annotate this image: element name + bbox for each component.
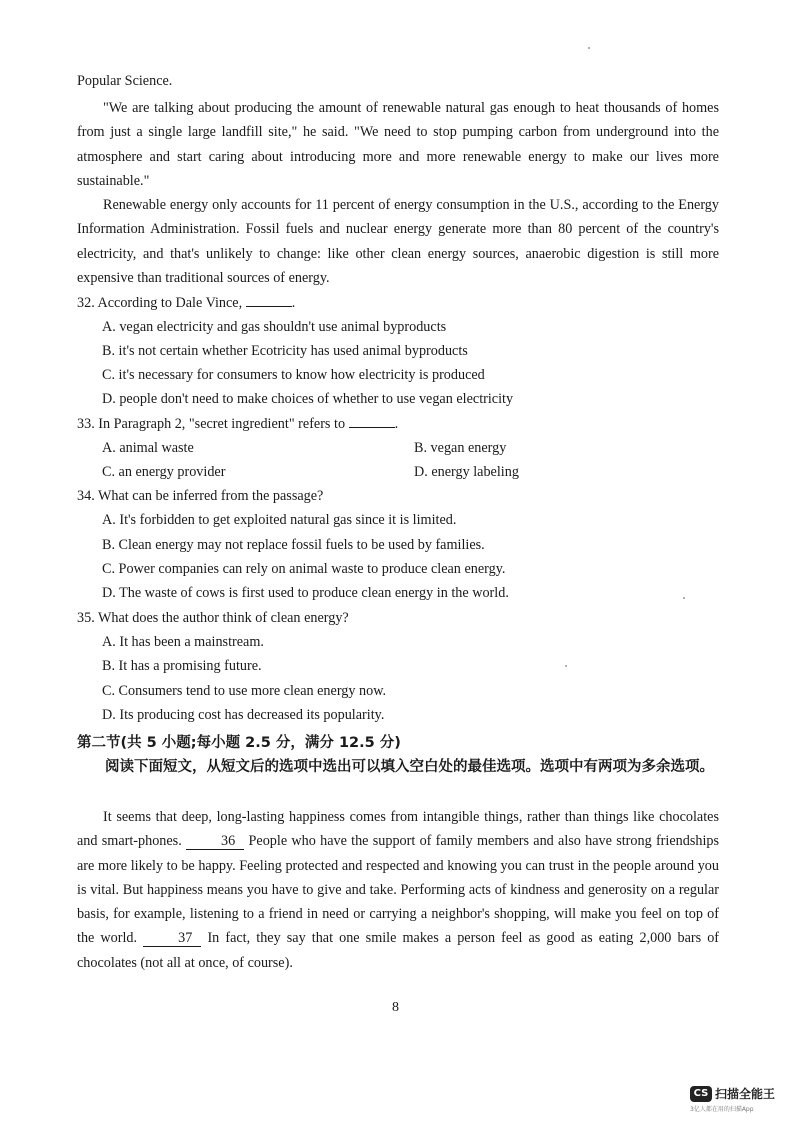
- option-35-a: A. It has been a mainstream.: [102, 634, 264, 650]
- question-34: 34. What can be inferred from the passage?: [77, 488, 324, 504]
- option-33-b: B. vegan energy: [414, 440, 507, 456]
- question-stem: 33. In Paragraph 2, "secret ingredient" refers to: [77, 416, 346, 432]
- text-part-3: In fact, they say that one smile makes a person feel as good as eating 2,000 bars of chocolates (not all at once, of course).: [77, 930, 720, 971]
- option-32-c: C. it's necessary for consumers to know how electricity is produced: [102, 367, 485, 383]
- option-34-d: D. The waste of cows is first used to produce clean energy in the world.: [102, 585, 509, 601]
- page-number: 8: [392, 1000, 399, 1015]
- answer-blank: [349, 415, 395, 428]
- answer-blank: [246, 294, 292, 307]
- option-35-c: C. Consumers tend to use more clean energy now.: [102, 683, 387, 699]
- blank-36: 36: [186, 834, 244, 850]
- scan-speck: [588, 47, 590, 49]
- section-heading: 第二节(共 5 小题;每小题 2.5 分，满分 12.5 分): [77, 735, 401, 751]
- question-33: [77, 415, 398, 433]
- option-32-d: D. people don't need to make choices of whether to use vegan electricity: [102, 391, 514, 407]
- paragraph-happiness: [77, 805, 719, 975]
- scanner-app-name: 扫描全能王: [715, 1087, 776, 1101]
- scanner-logo-icon: CS: [690, 1086, 712, 1102]
- question-stem-end: .: [394, 416, 399, 432]
- paragraph-stats: Renewable energy only accounts for 11 percent of energy consumption in the U.S., according to the Energy Information Administration. Fossil fuels and nuclear energy generate more than 80 percent of the country's electricity, and that's unlikely to change: like other clean energy sources, anaerobic digestion is still more expensive than traditional sources of energy.: [77, 197, 719, 286]
- text-part-2: People who have the support of family members and also have strong friendships are more likely to be happy. Feeling protected and respected and knowing you can trust in the people around you is vital. But happiness means you have to give and take. Performing acts of kindness and generosity on a regular basis, for example, listening to a friend in need or carrying a neighbor's shopping, will make you feel on top of the world.: [77, 833, 720, 947]
- option-33-d: D. energy labeling: [414, 464, 519, 480]
- option-34-b: B. Clean energy may not replace fossil fuels to be used by families.: [102, 537, 485, 553]
- option-34-a: A. It's forbidden to get exploited natural gas since it is limited.: [102, 512, 457, 528]
- option-32-b: B. it's not certain whether Ecotricity has used animal byproducts: [102, 343, 468, 359]
- option-33-c: C. an energy provider: [102, 464, 226, 480]
- scan-speck: [565, 665, 567, 667]
- blank-37: 37: [143, 931, 201, 947]
- question-32: [77, 294, 295, 312]
- text-part-1: It seems that deep, long-lasting happiness comes from intangible things, rather than things like chocolates and smart-phones.: [77, 809, 719, 850]
- question-stem: 32. According to Dale Vince,: [77, 295, 243, 311]
- section-instruction: 阅读下面短文，从短文后的选项中选出可以填入空白处的最佳选项。选项中有两项为多余选项。: [105, 759, 714, 775]
- scanner-tagline: 3亿人都在用的扫描App: [690, 1106, 754, 1113]
- option-32-a: A. vegan electricity and gas shouldn't use animal byproducts: [102, 319, 447, 335]
- option-35-b: B. It has a promising future.: [102, 658, 262, 674]
- scan-speck: [683, 597, 685, 599]
- option-35-d: D. Its producing cost has decreased its popularity.: [102, 707, 385, 723]
- question-stem-end: .: [291, 295, 296, 311]
- option-33-a: A. animal waste: [102, 440, 194, 456]
- option-34-c: C. Power companies can rely on animal waste to produce clean energy.: [102, 561, 506, 577]
- paragraph-quote: "We are talking about producing the amount of renewable natural gas enough to heat thousands of homes from just a single large landfill site," he said. "We need to stop pumping carbon from underground into the atmosphere and start caring about introducing more and more renewable energy to make our lives more sustainable.": [77, 100, 719, 189]
- source-line: Popular Science.: [77, 73, 173, 89]
- question-35: 35. What does the author think of clean energy?: [77, 610, 349, 626]
